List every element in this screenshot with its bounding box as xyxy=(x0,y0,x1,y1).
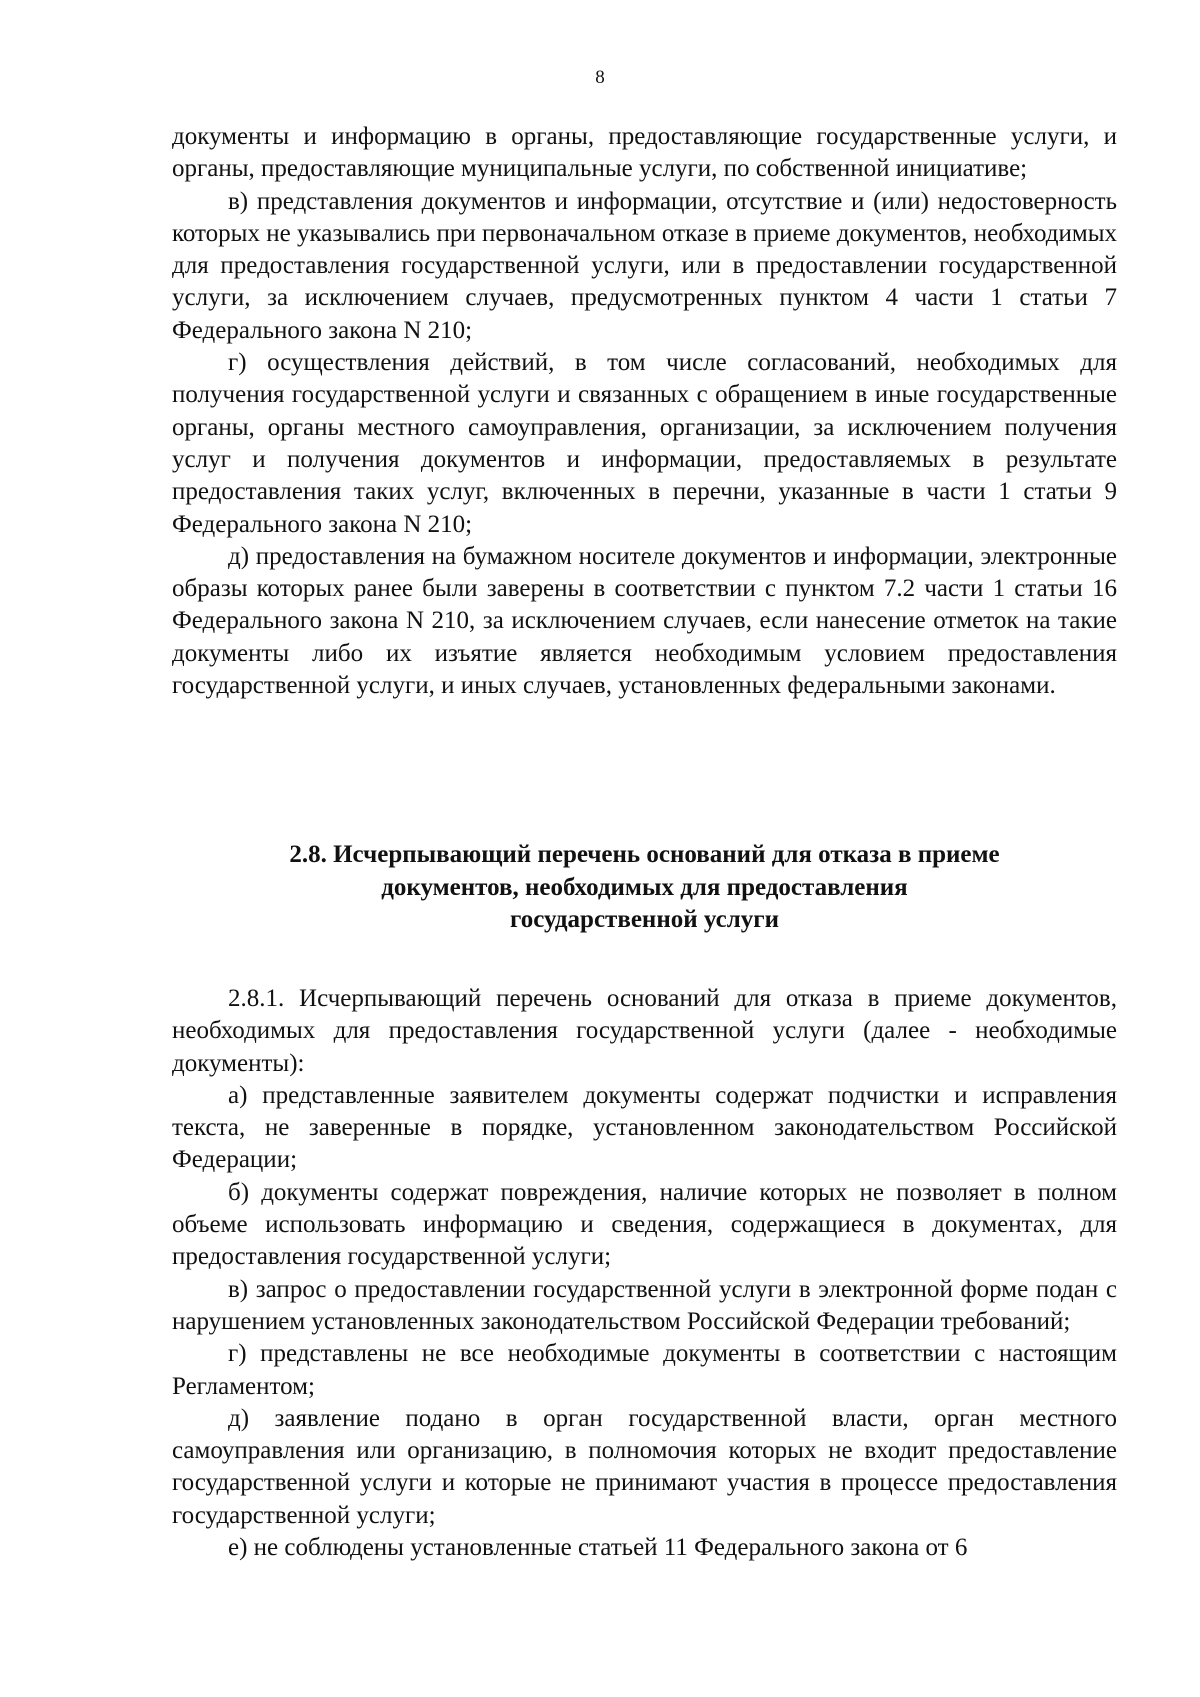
heading-line-3: государственной услуги xyxy=(509,906,780,933)
paragraph-item-g: г) представлены не все необходимые документы в соответствии с настоящим Регламентом; xyxy=(172,1340,1117,1400)
paragraph-item-e: е) не соблюдены установленные статьей 11 Федерального закона от 6 xyxy=(228,1534,968,1562)
page-number: 8 xyxy=(595,67,605,88)
paragraph-item-a: а) представленные заявителем документы содержат подчистки и исправления текста, не заверенные в порядке, установленном законодательством Российской Федерации; xyxy=(172,1081,1117,1174)
heading-line-1: 2.8. Исчерпывающий перечень оснований для отказа в приеме xyxy=(289,841,1000,868)
paragraph-item-d: д) заявление подано в орган государственной власти, орган местного самоуправления или организацию, в полномочия которых не входит предоставление государственной услуги и которые не принимают участия в процессе предоставления государственной услуги; xyxy=(172,1404,1117,1529)
paragraph-item-b: б) документы содержат повреждения, наличие которых не позволяет в полном объеме использовать информацию и сведения, содержащиеся в документах, для предоставления государственной услуги; xyxy=(172,1178,1117,1271)
paragraph-item-g: г) осуществления действий, в том числе согласований, необходимых для получения государственной услуги и связанных с обращением в иные государственные органы, органы местного самоуправления, организации, за исключением получения услуг и получения документов и информации, предоставляемых в результате предоставления таких услуг, включенных в перечни, указанные в части 1 статьи 9 Федерального закона N 210; xyxy=(172,349,1117,538)
paragraph-item-d: д) предоставления на бумажном носителе документов и информации, электронные образы которых ранее были заверены в соответствии с пунктом 7.2 части 1 статьи 16 Федерального закона N 210, за исключением случаев, если нанесение отметок на такие документы либо их изъятие является необходимым условием предоставления государственной услуги, и иных случаев, установленных федеральными законами. xyxy=(172,542,1117,700)
paragraph-item-v: в) представления документов и информации, отсутствие и (или) недостоверность которых не указывались при первоначальном отказе в приеме документов, необходимых для предоставления государственной услуги, или в предоставлении государственной услуги, за исключением случаев, предусмотренных пунктом 4 части 1 статьи 7 Федерального закона N 210; xyxy=(172,187,1117,344)
text-block-section-2-8 xyxy=(172,983,1117,1564)
text-block-continuation xyxy=(172,121,1117,702)
paragraph-item-v: в) запрос о предоставлении государственной услуги в электронной форме подан с нарушением установленных законодательством Российской Федерации требований; xyxy=(172,1275,1117,1335)
paragraph-2-8-1: 2.8.1. Исчерпывающий перечень оснований для отказа в приеме документов, необходимых для предоставления государственной услуги (далее - необходимые документы): xyxy=(172,985,1117,1077)
paragraph-continuation: документы и информацию в органы, предоставляющие государственные услуги, и органы, предоставляющие муниципальные услуги, по собственной инициативе; xyxy=(172,123,1117,183)
section-heading xyxy=(172,839,1117,937)
heading-line-2: документов, необходимых для предоставления xyxy=(381,873,908,901)
